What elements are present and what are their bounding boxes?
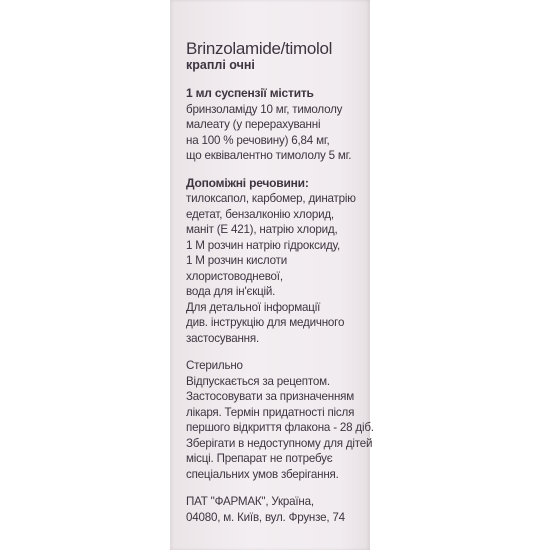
storage-line: Стерильно xyxy=(186,359,243,372)
composition-line: малеату (у перерахуванні xyxy=(186,118,321,131)
storage-line: спеціальних умов зберігання. xyxy=(186,467,339,481)
excipients-line: тилоксапол, карбомер, динатрію xyxy=(186,192,356,205)
storage-line: Зберігати в недоступному для дітей xyxy=(186,436,373,450)
excipients-text xyxy=(186,191,366,346)
storage-line: Застосовувати за призначенням xyxy=(186,390,355,403)
storage-line: місці. Препарат не потребує xyxy=(186,452,333,465)
excipients-line: 1 М розчин кислоти xyxy=(186,254,288,267)
composition-line: бринзоламіду 10 мг, тимололу xyxy=(186,102,343,116)
excipients-line: 1 М розчин натрію гідроксиду, xyxy=(186,238,340,252)
manufacturer-text xyxy=(186,494,366,525)
composition-line: на 100 % речовину) 6,84 мг, xyxy=(186,133,330,147)
storage-line: Відпускається за рецептом. xyxy=(186,374,330,388)
excipients-line: застосування. xyxy=(186,331,259,345)
dosage-form: краплі очні xyxy=(186,58,255,72)
excipients-line: маніт (Е 421), натрію хлорид, xyxy=(186,223,338,236)
manufacturer-line: ПАТ "ФАРМАК", Україна, xyxy=(186,495,314,508)
excipients-line: едетат, бензалконію хлорид, xyxy=(186,207,334,221)
label-text xyxy=(186,39,374,530)
excipients-line: вода для ін'єкцій. xyxy=(186,285,276,298)
excipients-line: Для детальної інформації xyxy=(186,300,321,314)
excipients-heading: Допоміжні речовини: xyxy=(186,175,309,190)
storage-line: лікаря. Термін придатності після xyxy=(186,405,355,419)
excipients-line: хлористоводневої, xyxy=(186,269,283,283)
storage-text xyxy=(186,358,374,482)
storage-line: першого відкриття флакона - 28 діб. xyxy=(186,421,374,434)
composition-heading: 1 мл суспензії містить xyxy=(186,86,314,100)
composition-text xyxy=(186,102,366,164)
composition-line: що еквівалентно тимололу 5 мг. xyxy=(186,149,352,162)
excipients-line: див. інструкцію для медичного xyxy=(186,316,345,329)
product-name: Brinzolamide/timolol xyxy=(186,39,333,58)
manufacturer-line: 04080, м. Київ, вул. Фрунзе, 74 xyxy=(186,510,345,524)
